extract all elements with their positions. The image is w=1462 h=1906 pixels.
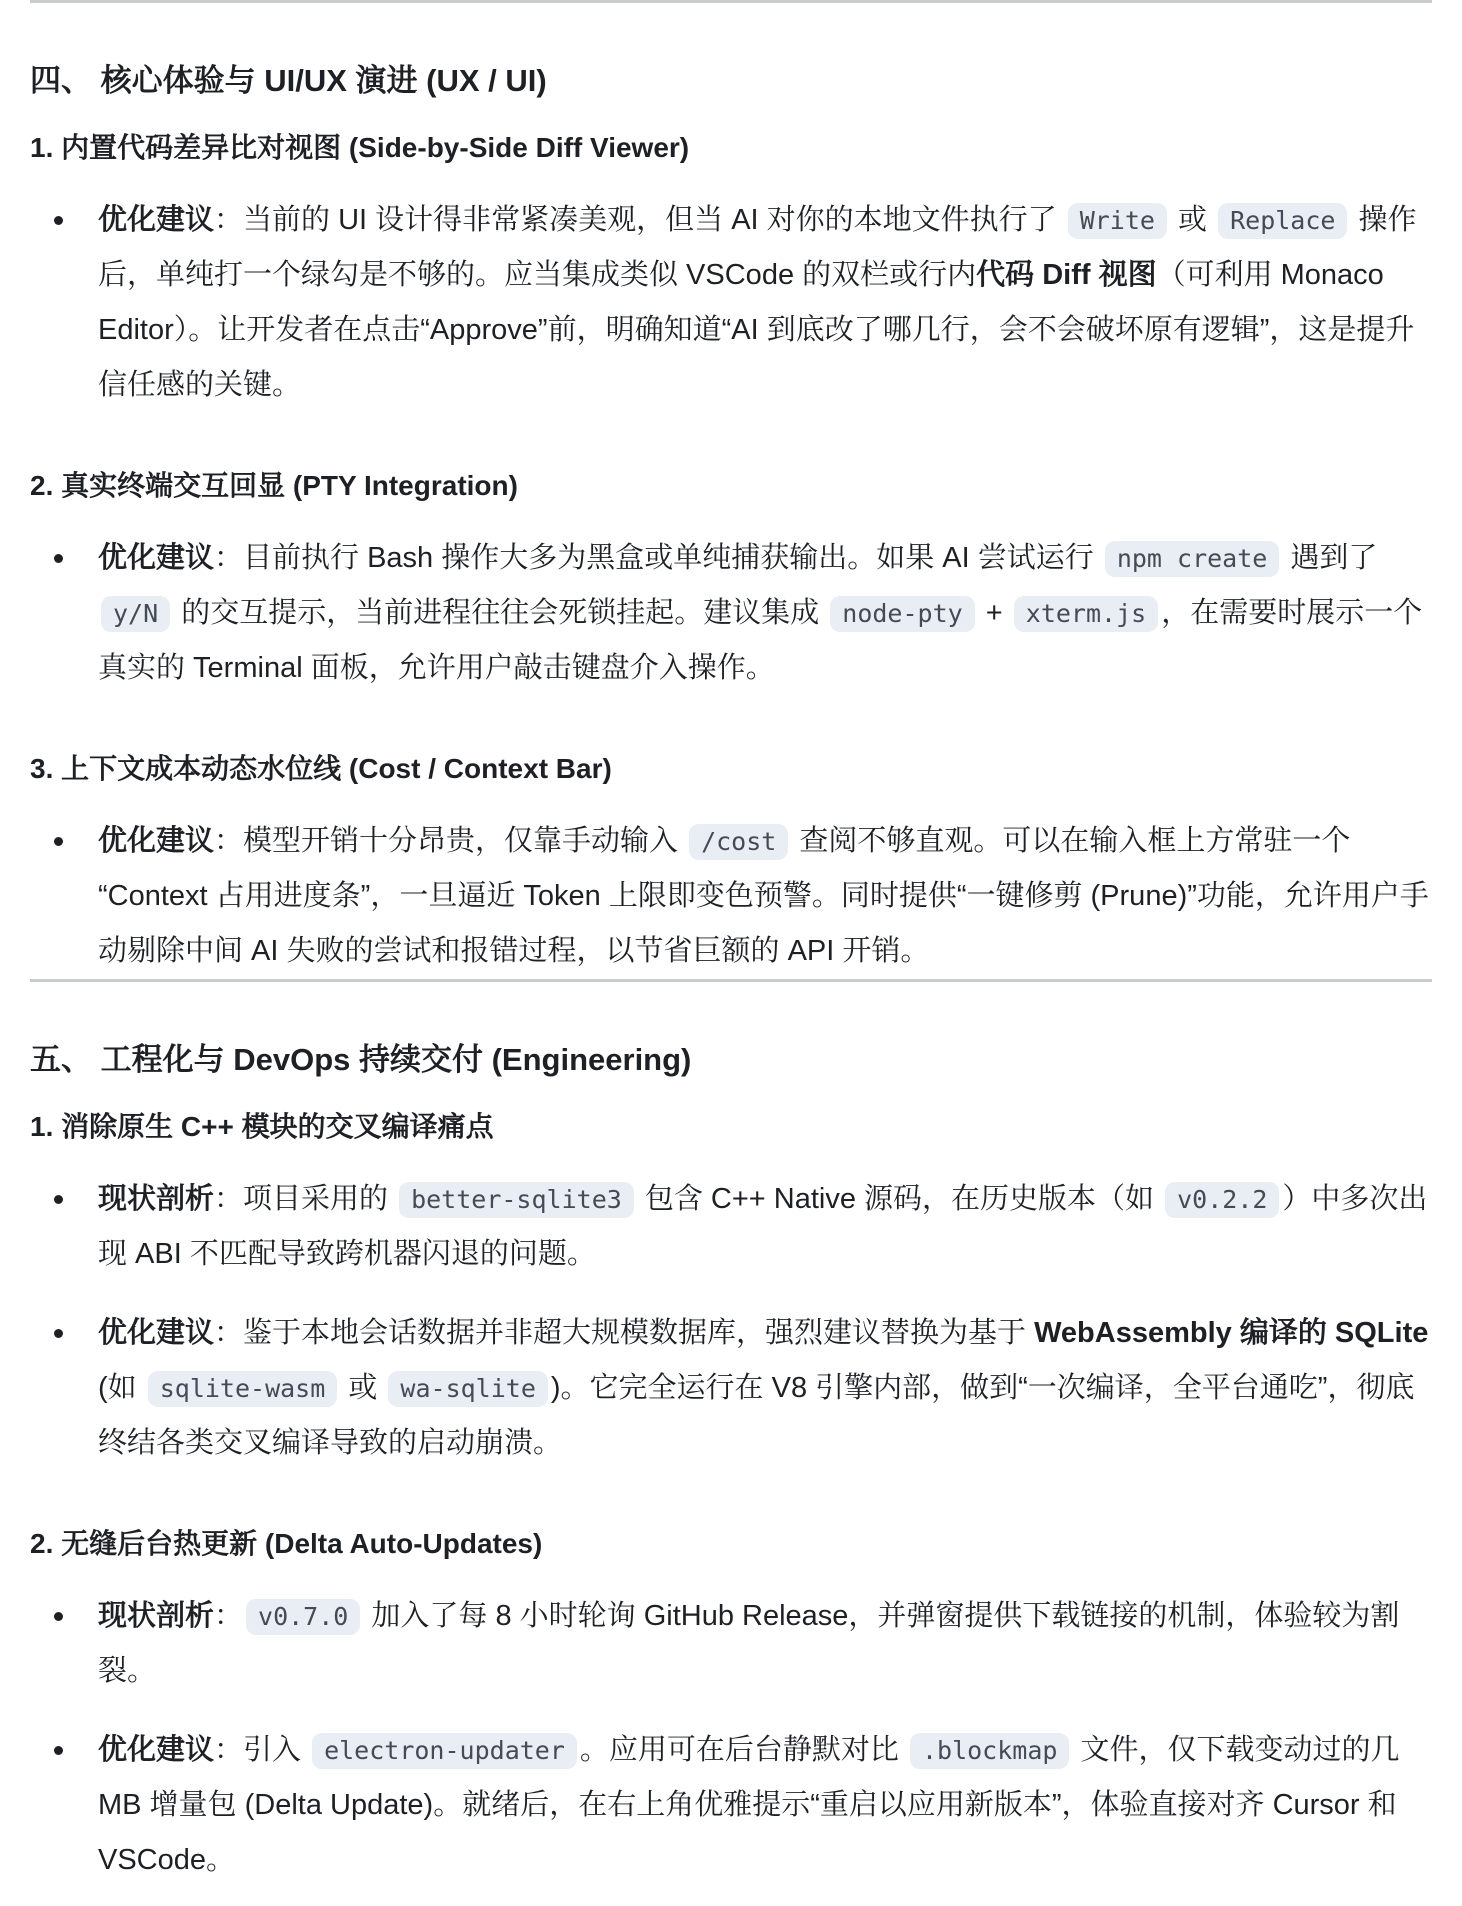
bullet-item — [98, 814, 1432, 979]
section-divider — [30, 979, 1432, 982]
text-run: （可利用 Monaco Editor）。让开发者在点击“Approve”前，明确知道“AI 到底改了哪几行，会不会破坏原有逻辑”，这是提升信任感的关键。 — [98, 259, 1415, 401]
bold-text-run: WebAssembly 编译的 SQLite — [1034, 1317, 1429, 1349]
bold-text-run: 优化建议 — [98, 1317, 215, 1349]
text-run: ：项目采用的 — [214, 1183, 397, 1215]
bullet-list — [30, 1172, 1432, 1471]
bold-text-run: 优化建议 — [98, 204, 215, 236]
text-run: ：目前执行 Bash 操作大多为黑盒或单纯捕获输出。如果 AI 尝试运行 — [214, 542, 1102, 574]
text-run: 的交互提示，当前进程往往会死锁挂起。建议集成 — [173, 597, 828, 629]
text-run: 。应用可在后台静默对比 — [579, 1734, 907, 1766]
text-run: ：鉴于本地会话数据并非超大规模数据库，强烈建议替换为基于 — [214, 1317, 1035, 1349]
inline-code: y/N — [101, 596, 170, 632]
text-run: 或 — [340, 1372, 386, 1404]
inline-code: electron-updater — [312, 1733, 577, 1769]
inline-code: sqlite-wasm — [148, 1371, 338, 1407]
text-run: 操作后，单纯打一个绿勾是不够的。应当集成类似 VSCode 的双栏或行内 — [98, 204, 1417, 291]
inline-code: better-sqlite3 — [399, 1182, 634, 1218]
inline-code: npm create — [1105, 541, 1280, 577]
inline-code: node-pty — [830, 596, 974, 632]
bold-text-run: 优化建议 — [98, 542, 215, 574]
text-run: ：当前的 UI 设计得非常紧凑美观，但当 AI 对你的本地文件执行了 — [214, 204, 1065, 236]
text-run: 包含 C++ Native 源码，在历史版本（如 — [636, 1183, 1163, 1215]
section-heading-4: 四、 核心体验与 UI/UX 演进 (UX / UI) — [30, 63, 547, 98]
text-run: (如 — [98, 1372, 145, 1404]
inline-code: Replace — [1218, 203, 1347, 239]
bold-text-run: 优化建议 — [98, 825, 215, 857]
inline-code: v0.2.2 — [1165, 1182, 1279, 1218]
bullet-item — [98, 1589, 1432, 1699]
bold-text-run: 现状剖析 — [98, 1600, 215, 1632]
text-run: 或 — [1169, 204, 1216, 236]
text-run: ： — [214, 1600, 244, 1632]
text-run: 遇到了 — [1282, 542, 1378, 574]
bullet-item — [98, 1306, 1432, 1471]
text-run: ）中多次出现 ABI 不匹配导致跨机器闪退的问题。 — [98, 1183, 1428, 1270]
inline-code: xterm.js — [1014, 596, 1158, 632]
top-divider — [30, 0, 1432, 3]
bold-text-run: 现状剖析 — [98, 1183, 215, 1215]
subsection-title-delta-updates: 2. 无缝后台热更新 (Delta Auto-Updates) — [30, 1528, 543, 1559]
subsection-title-cost-bar: 3. 上下文成本动态水位线 (Cost / Context Bar) — [30, 753, 612, 784]
bullet-item — [98, 531, 1432, 696]
section-heading-5: 五、 工程化与 DevOps 持续交付 (Engineering) — [30, 1042, 692, 1077]
subsection-title-diff-viewer: 1. 内置代码差异比对视图 (Side-by-Side Diff Viewer) — [30, 132, 690, 163]
inline-code: /cost — [689, 824, 788, 860]
text-run: )。它完全运行在 V8 引擎内部，做到“一次编译，全平台通吃”，彻底终结各类交叉编译导致的启动崩溃。 — [98, 1372, 1415, 1459]
subsection-title-cpp-crosscompile: 1. 消除原生 C++ 模块的交叉编译痛点 — [30, 1111, 494, 1142]
text-run: 加入了每 8 小时轮询 GitHub Release，并弹窗提供下载链接的机制，体验较为割裂。 — [98, 1600, 1400, 1687]
inline-code: Write — [1068, 203, 1167, 239]
text-run: ：引入 — [214, 1734, 310, 1766]
bullet-item — [98, 1723, 1432, 1888]
inline-code: v0.7.0 — [246, 1599, 360, 1635]
text-run: 查阅不够直观。可以在输入框上方常驻一个“Context 占用进度条”，一旦逼近 Token 上限即变色预警。同时提供“一键修剪 (Prune)”功能，允许用户手动剔除中间 AI 失败的尝试和报错过程，以节省巨额的 API 开销。 — [98, 825, 1429, 967]
bullet-item — [98, 1172, 1432, 1282]
bullet-list — [30, 1589, 1432, 1888]
inline-code: wa-sqlite — [388, 1371, 547, 1407]
text-run: ，在需要时展示一个真实的 Terminal 面板，允许用户敲击键盘介入操作。 — [98, 597, 1423, 684]
bold-text-run: 优化建议 — [98, 1734, 215, 1766]
bullet-list — [30, 531, 1432, 696]
inline-code: .blockmap — [910, 1733, 1069, 1769]
text-run: 文件，仅下载变动过的几 MB 增量包 (Delta Update)。就绪后，在右上角优雅提示“重启以应用新版本”，体验直接对齐 Cursor 和 VSCode。 — [98, 1734, 1400, 1876]
subsection-title-pty: 2. 真实终端交互回显 (PTY Integration) — [30, 470, 518, 501]
bullet-list — [30, 814, 1432, 979]
text-run: + — [977, 597, 1011, 629]
bullet-list — [30, 193, 1432, 413]
bullet-item — [98, 193, 1432, 413]
text-run: ：模型开销十分昂贵，仅靠手动输入 — [214, 825, 687, 857]
bold-text-run: 代码 Diff 视图 — [976, 259, 1157, 291]
